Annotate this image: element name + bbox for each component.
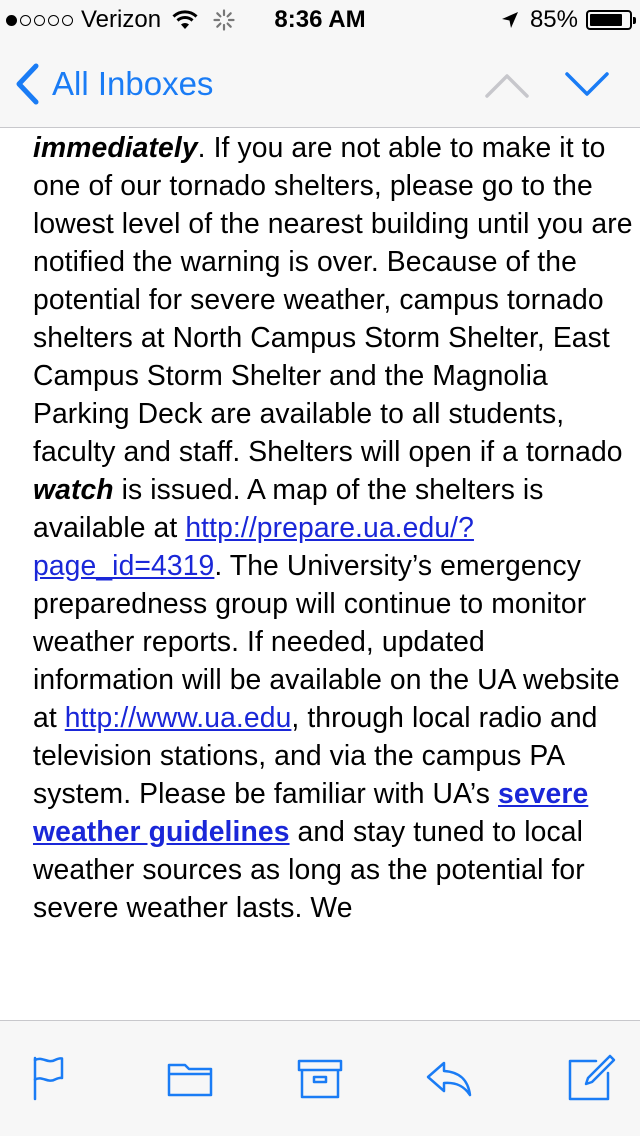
- message-text: [33, 128, 633, 926]
- status-time: 8:36 AM: [274, 6, 366, 33]
- next-message-button[interactable]: [564, 66, 610, 102]
- flag-icon[interactable]: [24, 1053, 74, 1103]
- compose-icon[interactable]: [566, 1053, 616, 1103]
- back-button-label: All Inboxes: [52, 65, 214, 102]
- battery-icon: [586, 10, 632, 30]
- body-segment: and stay tuned to local weather sources as long as the potential for severe weather lasts. We: [33, 815, 585, 923]
- folder-icon[interactable]: [165, 1053, 215, 1103]
- bottom-toolbar: [0, 1020, 640, 1136]
- emphasis-watch: watch: [33, 473, 114, 505]
- message-body: [33, 128, 633, 1018]
- back-button[interactable]: [14, 62, 213, 106]
- reply-icon[interactable]: [424, 1053, 474, 1103]
- status-right: [500, 6, 632, 34]
- body-segment: , through local radio and television stations, and via the campus PA system. Please be familiar with UA’s: [33, 701, 598, 809]
- prepare-shelter-map-link[interactable]: http://prepare.ua.edu/?page_id=4319: [33, 511, 474, 581]
- battery-level: [590, 14, 622, 26]
- location-arrow-icon: [500, 10, 520, 30]
- archive-icon[interactable]: [295, 1053, 345, 1103]
- body-segment: is issued. A map of the shelters is available at: [33, 473, 544, 543]
- navigation-bar: [0, 40, 640, 128]
- emphasis-immediately: immediately: [33, 131, 198, 163]
- severe-weather-guidelines-link[interactable]: severe weather guidelines: [33, 777, 589, 847]
- body-segment: . The University’s emergency preparedness group will continue to monitor weather reports. If needed, updated information will be available on the UA website at: [33, 549, 620, 733]
- carrier-name: Verizon: [81, 6, 162, 33]
- status-bar: [0, 0, 640, 40]
- chevron-left-icon: [14, 63, 40, 105]
- battery-percent: 85%: [529, 6, 578, 33]
- ua-website-link[interactable]: http://www.ua.edu: [64, 701, 292, 733]
- previous-message-button[interactable]: [484, 66, 530, 102]
- body-segment: . If you are not able to make it to one of our tornado shelters, please go to the lowest level of the nearest building until you are notified the warning is over. Because of the potential for severe weather, campus tornado shelters at North Campus Storm Shelter, East Campus Storm Shelter and the Magnolia Parking Deck are available to all students, faculty and staff. Shelters will open if a tornado: [33, 131, 633, 467]
